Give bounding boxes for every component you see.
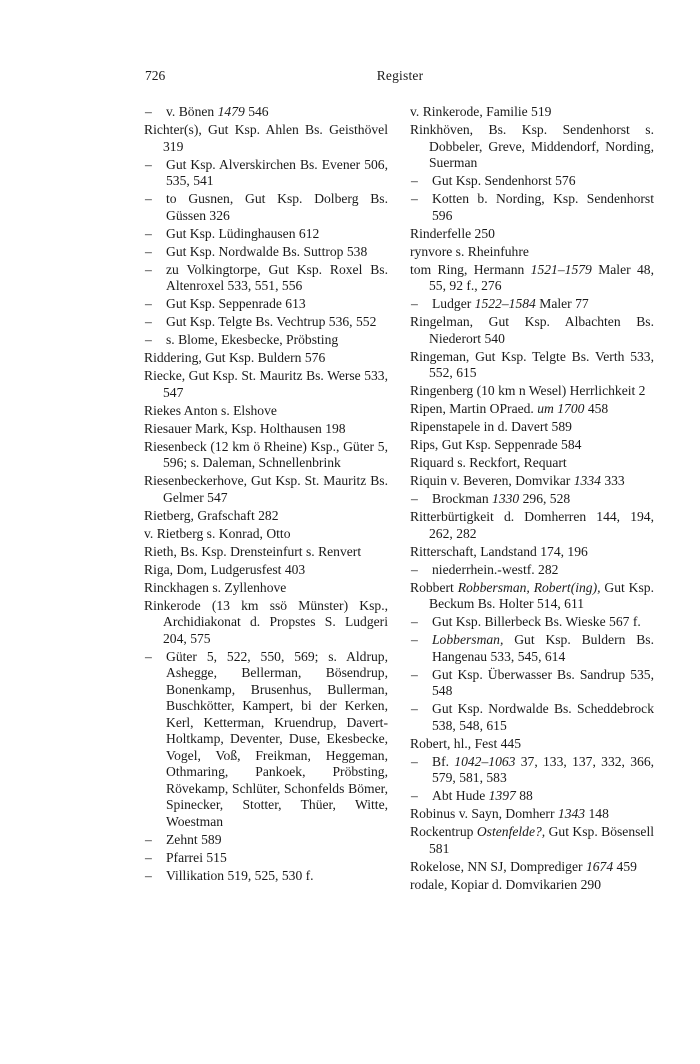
entry-text: Rieth, Bs. Ksp. Drensteinfurt s. Renvert xyxy=(144,543,362,559)
italic-text: Lobbersman, xyxy=(432,632,504,647)
entry-text: Ringeman, Gut Ksp. Telgte Bs. Verth 533, 552, 615 xyxy=(410,348,654,380)
subentry-text xyxy=(166,649,388,831)
page-header xyxy=(145,68,655,88)
subentry-text xyxy=(432,788,654,805)
index-entry xyxy=(410,824,654,857)
italic-text: Ostenfelde?, xyxy=(476,824,546,839)
entry-text: 546 xyxy=(244,104,269,119)
entry-text: niederrhein.-westf. 282 xyxy=(432,561,559,577)
index-subentry xyxy=(410,614,654,631)
entry-text: Gut Ksp. Bösensell 581 xyxy=(429,824,655,856)
index-subentry xyxy=(144,332,388,349)
index-entry xyxy=(410,349,654,382)
subentry-text xyxy=(166,868,388,885)
entry-text: Gut Ksp. Telgte Bs. Vechtrup 536, 552 xyxy=(166,314,377,329)
index-entry xyxy=(410,544,654,561)
index-entry xyxy=(144,403,388,420)
entry-text: Riesenbeckerhove, Gut Ksp. St. Mauritz Bs. Gelmer 547 xyxy=(144,473,388,505)
index-entry xyxy=(410,877,654,894)
entry-text: Robinus v. Sayn, Domherr xyxy=(410,806,558,821)
entry-text: Riga, Dom, Ludgerusfest 403 xyxy=(144,561,306,577)
entry-text: Maler 48, 55, 92 f., 276 xyxy=(429,261,654,293)
index-entry xyxy=(144,544,388,561)
index-entry xyxy=(144,350,388,367)
entry-text: Robbert xyxy=(410,579,458,595)
entry-text: Riesenbeck (12 km ö Rheine) Ksp., Güter 5, 596; s. Daleman, Schnellenbrink xyxy=(144,438,388,470)
entry-text: v. Rietberg s. Konrad, Otto xyxy=(144,525,291,541)
subentry-text xyxy=(166,262,388,295)
entry-text: Zehnt 589 xyxy=(166,831,222,847)
subentry-text xyxy=(166,332,388,349)
index-entry xyxy=(144,598,388,648)
entry-text: 148 xyxy=(585,806,609,821)
subentry-text xyxy=(432,296,654,313)
subentry-text xyxy=(166,157,388,190)
subentry-text xyxy=(432,667,654,700)
entry-text: v. Rinkerode, Familie 519 xyxy=(410,104,552,119)
italic-text: 1522–1584 xyxy=(474,296,536,311)
index-subentry xyxy=(144,314,388,331)
italic-text: 1521–1579 xyxy=(530,261,592,277)
entry-text: Rinkerode (13 km ssö Münster) Ksp., Archidiakonat d. Propstes S. Ludgeri 204, 575 xyxy=(144,597,388,646)
entry-text: Ringenberg (10 km n Wesel) Herrlichkeit 2 xyxy=(410,383,646,398)
entry-text: Kotten b. Nording, Ksp. Sendenhorst 596 xyxy=(432,191,654,223)
running-head: Register xyxy=(376,68,424,83)
index-entry xyxy=(410,314,654,347)
index-subentry xyxy=(144,157,388,190)
entry-text: Villikation 519, 525, 530 f. xyxy=(166,867,314,883)
subentry-text xyxy=(166,314,388,331)
index-subentry xyxy=(144,262,388,295)
index-entry xyxy=(144,122,388,155)
entry-text: Gut Ksp. Billerbeck Bs. Wieske 567 f. xyxy=(432,614,641,629)
entry-text: rynvore s. Rheinfuhre xyxy=(410,243,529,259)
index-subentry xyxy=(144,226,388,243)
index-subentry xyxy=(144,244,388,261)
subentry-text xyxy=(166,244,388,261)
index-entry xyxy=(144,562,388,579)
index-entry xyxy=(144,508,388,525)
entry-text: Rockentrup xyxy=(410,824,477,839)
index-subentry xyxy=(144,868,388,885)
entry-text: to Gusnen, Gut Ksp. Dolberg Bs. Güssen 326 xyxy=(166,191,388,223)
entry-text: 458 xyxy=(584,401,609,416)
index-subentry xyxy=(144,191,388,224)
entry-text: Gut Ksp. Seppenrade 613 xyxy=(166,296,306,311)
index-subentry xyxy=(410,296,654,313)
index-entry xyxy=(144,368,388,401)
entry-text: 459 xyxy=(613,858,637,874)
italic-text: Robbersman, Robert(ing), xyxy=(457,579,601,595)
subentry-text xyxy=(166,226,388,243)
entry-text: Ripenstapele in d. Davert 589 xyxy=(410,419,572,434)
italic-text: 1343 xyxy=(557,806,586,821)
entry-text: Ludger xyxy=(432,296,475,311)
index-subentry xyxy=(410,191,654,224)
entry-text: Ringelman, Gut Ksp. Albachten Bs. Niederort 540 xyxy=(410,314,654,346)
entry-text: Gut Ksp. Buldern Bs. Hangenau 533, 545, 614 xyxy=(432,632,654,664)
entry-text: Maler 77 xyxy=(535,296,589,311)
entry-text: 37, 133, 137, 332, 366, 579, 581, 583 xyxy=(432,753,655,785)
index-entry xyxy=(410,122,654,172)
italic-text: 1479 xyxy=(217,104,245,119)
entry-text: tom Ring, Hermann xyxy=(410,261,531,277)
entry-text: Güter 5, 522, 550, 569; s. Aldrup, Ashegge, Bellerman, Bösendrup, Bonenkamp, Brusenhus, Bullerman, Buschkötter, Kampert, bi der Kerken, Kerl, Ketterman, Kruendrup, Davert-Holtkamp, Deventer, Duse, Ekesbecke, Vogel, Voß, Freikman, Heggeman, Othmaring, Pankoek, Pröbsting, Rövekamp, Schlüter, Schonfelds Bömer, Spinecker, Stotter, Thüer, Witte, Woestman xyxy=(166,648,388,829)
entry-text: Riquard s. Reckfort, Requart xyxy=(410,455,567,470)
index-entry xyxy=(410,383,654,400)
italic-text: 1330 xyxy=(492,491,520,506)
index-subentry xyxy=(410,632,654,665)
index-subentry xyxy=(144,296,388,313)
entry-text: Robert, hl., Fest 445 xyxy=(410,735,522,751)
entry-text: Rinderfelle 250 xyxy=(410,225,495,241)
index-entry xyxy=(144,439,388,472)
index-entry xyxy=(410,859,654,876)
entry-text: Riekes Anton s. Elshove xyxy=(144,402,277,418)
index-subentry xyxy=(410,667,654,700)
entry-text: Rips, Gut Ksp. Seppenrade 584 xyxy=(410,437,582,452)
entry-text: Rietberg, Grafschaft 282 xyxy=(144,507,279,523)
entry-text: Brockman xyxy=(432,491,493,506)
index-column-left xyxy=(144,104,388,886)
index-entry xyxy=(410,244,654,261)
index-subentry xyxy=(410,754,654,787)
italic-text: 1334 xyxy=(573,473,601,488)
entry-text: Gut Ksp. Lüdinghausen 612 xyxy=(166,225,320,241)
index-entry xyxy=(410,262,654,295)
entry-text: Gut Ksp. Nordwalde Bs. Scheddebrock 538, 548, 615 xyxy=(432,701,654,733)
entry-text: Rinkhöven, Bs. Ksp. Sendenhorst s. Dobbeler, Greve, Middendorf, Nording, Suerman xyxy=(410,122,654,170)
entry-text: Gut Ksp. Sendenhorst 576 xyxy=(432,173,576,188)
italic-text: um 1700 xyxy=(537,401,585,416)
subentry-text xyxy=(166,850,388,867)
entry-text: Bf. xyxy=(432,753,455,769)
index-entry xyxy=(410,473,654,490)
subentry-text xyxy=(432,632,654,665)
index-subentry xyxy=(410,173,654,190)
index-entry xyxy=(410,580,654,613)
entry-text: Richter(s), Gut Ksp. Ahlen Bs. Geisthövel 319 xyxy=(144,122,388,154)
entry-text: Gut Ksp. Beckum Bs. Holter 514, 611 xyxy=(429,579,654,611)
entry-text: Gut Ksp. Alverskirchen Bs. Evener 506, 535, 541 xyxy=(166,156,388,188)
subentry-text xyxy=(432,491,654,508)
entry-text: 88 xyxy=(515,788,533,803)
index-entry xyxy=(410,419,654,436)
entry-text: 333 xyxy=(600,473,625,488)
entry-text: s. Blome, Ekesbecke, Pröbsting xyxy=(166,332,339,347)
entry-text: Ripen, Martin OPraed. xyxy=(410,401,538,416)
subentry-text xyxy=(432,701,654,734)
subentry-text xyxy=(432,173,654,190)
index-entry xyxy=(410,104,654,121)
index-entry xyxy=(410,226,654,243)
entry-text: Gut Ksp. Überwasser Bs. Sandrup 535, 548 xyxy=(432,666,654,698)
index-entry xyxy=(410,455,654,472)
subentry-text xyxy=(166,191,388,224)
index-subentry xyxy=(144,649,388,831)
italic-text: 1674 xyxy=(585,858,614,874)
entry-text: Gut Ksp. Nordwalde Bs. Suttrop 538 xyxy=(166,243,368,259)
index-subentry xyxy=(144,104,388,121)
entry-text: Ritterschaft, Landstand 174, 196 xyxy=(410,543,588,559)
subentry-text xyxy=(166,104,388,121)
subentry-text xyxy=(432,562,654,579)
index-entry xyxy=(144,473,388,506)
index-subentry xyxy=(410,788,654,805)
entry-text: v. Bönen xyxy=(166,104,218,119)
index-entry xyxy=(410,509,654,542)
index-entry xyxy=(144,580,388,597)
entry-text: Abt Hude xyxy=(432,788,489,803)
entry-text: Rinckhagen s. Zyllenhove xyxy=(144,579,287,595)
subentry-text xyxy=(166,832,388,849)
index-entry xyxy=(410,437,654,454)
index-subentry xyxy=(410,491,654,508)
subentry-text xyxy=(432,754,654,787)
index-entry xyxy=(144,526,388,543)
page-number: 726 xyxy=(145,68,166,83)
index-entry xyxy=(410,736,654,753)
subentry-text xyxy=(432,191,654,224)
italic-text: 1042–1063 xyxy=(454,753,516,769)
entry-text: rodale, Kopiar d. Domvikarien 290 xyxy=(410,876,602,892)
entry-text: Riquin v. Beveren, Domvikar xyxy=(410,473,574,488)
index-entry xyxy=(410,401,654,418)
index-entry xyxy=(410,806,654,823)
index-subentry xyxy=(410,701,654,734)
italic-text: 1397 xyxy=(488,788,516,803)
entry-text: 296, 528 xyxy=(519,491,571,506)
subentry-text xyxy=(432,614,654,631)
entry-text: Riddering, Gut Ksp. Buldern 576 xyxy=(144,350,326,365)
subentry-text xyxy=(166,296,388,313)
entry-text: Rokelose, NN SJ, Domprediger xyxy=(410,858,586,874)
index-subentry xyxy=(410,562,654,579)
entry-text: Ritterbürtigkeit d. Domherren 144, 194, 262, 282 xyxy=(410,509,654,541)
entry-text: zu Volkingtorpe, Gut Ksp. Roxel Bs. Altenroxel 533, 551, 556 xyxy=(166,261,388,293)
index-subentry xyxy=(144,832,388,849)
index-entry xyxy=(144,421,388,438)
index-subentry xyxy=(144,850,388,867)
entry-text: Riesauer Mark, Ksp. Holthausen 198 xyxy=(144,420,346,436)
index-column-right xyxy=(410,104,654,895)
entry-text: Pfarrei 515 xyxy=(166,849,227,865)
entry-text: Riecke, Gut Ksp. St. Mauritz Bs. Werse 533, 547 xyxy=(144,368,388,400)
